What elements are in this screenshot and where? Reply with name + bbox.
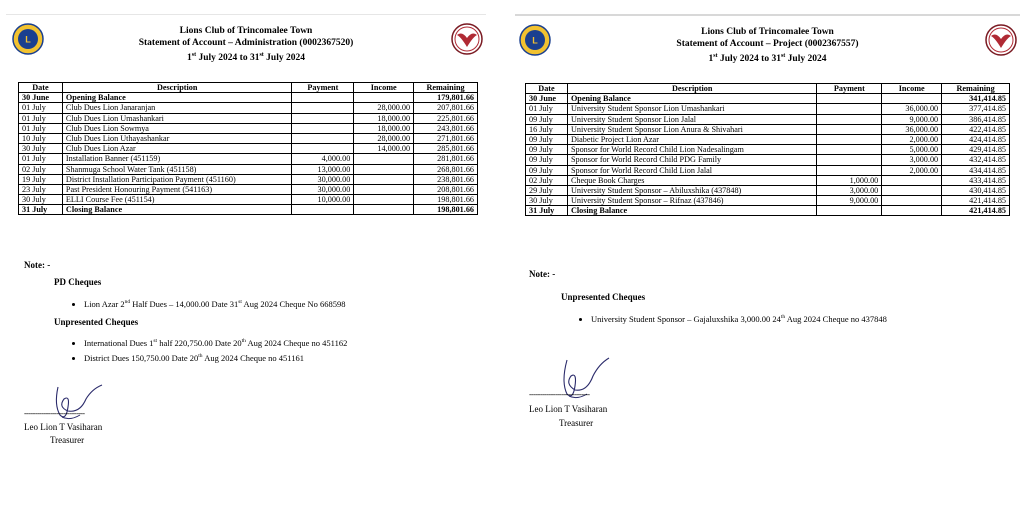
cell-payment: 4,000.00: [292, 154, 354, 164]
table-row: [19, 154, 478, 164]
table-row: [19, 195, 478, 205]
cell-description: Sponsor for World Record Child PDG Family: [567, 155, 817, 165]
col-remaining: Remaining: [942, 84, 1010, 94]
cell-remaining: 432,414.85: [942, 155, 1010, 165]
cell-description: Opening Balance: [567, 94, 817, 104]
cell-remaining: 341,414.85: [942, 94, 1010, 104]
cell-date: 23 July: [19, 184, 63, 194]
statement-header: [515, 26, 1020, 65]
cell-date: 02 July: [19, 164, 63, 174]
cell-description: University Student Sponsor Lion Umashankari: [567, 104, 817, 114]
table-row: [19, 164, 478, 174]
cell-income: [354, 184, 414, 194]
cell-remaining: 208,801.66: [414, 184, 478, 194]
cell-description: Past President Honouring Payment (541163): [62, 184, 292, 194]
cell-description: University Student Sponsor Lion Anura & Shivahari: [567, 124, 817, 134]
list-item: • University Student Sponsor – Gajaluxshika 3,000.00 24th Aug 2024 Cheque no 437848: [591, 311, 887, 326]
table-row: [526, 165, 1010, 175]
cell-payment: [292, 103, 354, 113]
cell-payment: 30,000.00: [292, 184, 354, 194]
unpresented-cheques-title: Unpresented Cheques: [561, 292, 646, 302]
cell-payment: [292, 123, 354, 133]
cell-income: [882, 196, 942, 206]
cell-date: 30 June: [19, 93, 63, 103]
cell-income: [354, 93, 414, 103]
cell-date: 09 July: [526, 165, 568, 175]
cell-payment: [817, 94, 882, 104]
cell-income: 2,000.00: [882, 134, 942, 144]
list-item: • District Dues 150,750.00 Date 20th Aug 2024 Cheque no 451161: [84, 350, 347, 365]
cell-income: 18,000.00: [354, 113, 414, 123]
cell-income: [354, 164, 414, 174]
statement-period: 1st July 2024 to 31st July 2024: [708, 53, 827, 65]
col-remaining: Remaining: [414, 83, 478, 93]
cell-payment: 3,000.00: [817, 185, 882, 195]
cell-income: 9,000.00: [882, 114, 942, 124]
cell-remaining: 429,414.85: [942, 145, 1010, 155]
cell-payment: 13,000.00: [292, 164, 354, 174]
statement-title: Statement of Account – Administration (0002367520): [138, 38, 354, 48]
cell-income: [354, 195, 414, 205]
table-row: [526, 114, 1010, 124]
cell-remaining: 238,801.66: [414, 174, 478, 184]
cell-description: Club Dues Lion Janaranjan: [62, 103, 292, 113]
cell-description: Closing Balance: [62, 205, 292, 215]
cell-date: 30 June: [526, 94, 568, 104]
cell-payment: [292, 113, 354, 123]
cell-date: 19 July: [19, 174, 63, 184]
treasurer-name: Leo Lion T Vasiharan: [24, 422, 103, 432]
cell-income: [882, 175, 942, 185]
cell-remaining: 198,801.66: [414, 195, 478, 205]
table-row: [526, 175, 1010, 185]
administration-statement: [6, 14, 486, 485]
cell-date: 01 July: [19, 103, 63, 113]
cell-remaining: 430,414.85: [942, 185, 1010, 195]
col-description: Description: [567, 84, 817, 94]
cell-date: 09 July: [526, 145, 568, 155]
table-row: [526, 145, 1010, 155]
cell-income: [882, 94, 942, 104]
cell-description: University Student Sponsor – Rifnaz (437846): [567, 196, 817, 206]
cell-income: 2,000.00: [882, 165, 942, 175]
list-item: • Lion Azar 2nd Half Dues – 14,000.00 Date 31st Aug 2024 Cheque No 668598: [84, 296, 346, 311]
table-row: [526, 155, 1010, 165]
cell-income: 36,000.00: [882, 124, 942, 134]
unpresented-cheques-title: Unpresented Cheques: [54, 317, 139, 327]
cell-date: 09 July: [526, 114, 568, 124]
cell-payment: [817, 104, 882, 114]
col-date: Date: [19, 83, 63, 93]
table-row: [526, 185, 1010, 195]
svg-text:L: L: [532, 35, 538, 46]
cell-date: 01 July: [19, 154, 63, 164]
cell-income: [354, 205, 414, 215]
cell-description: Sponsor for World Record Child Lion Nadesalingam: [567, 145, 817, 155]
statement-header: [6, 25, 486, 64]
treasurer-name: Leo Lion T Vasiharan: [529, 404, 608, 414]
cell-payment: [292, 144, 354, 154]
cell-remaining: 386,414.85: [942, 114, 1010, 124]
club-name: Lions Club of Trincomalee Town: [179, 26, 313, 36]
cell-remaining: 207,801.66: [414, 103, 478, 113]
signature-line: ----------------------------: [24, 409, 85, 418]
cell-description: Cheque Book Charges: [567, 175, 817, 185]
cell-description: Opening Balance: [62, 93, 292, 103]
cell-payment: [817, 155, 882, 165]
table-row: [19, 133, 478, 143]
table-row: [19, 113, 478, 123]
cell-remaining: 271,801.66: [414, 133, 478, 143]
cell-income: 3,000.00: [882, 155, 942, 165]
cell-date: 30 July: [19, 195, 63, 205]
cell-remaining: 377,414.85: [942, 104, 1010, 114]
table-row: [19, 123, 478, 133]
cell-date: 09 July: [526, 155, 568, 165]
table-row: [19, 103, 478, 113]
cell-remaining: 179,801.66: [414, 93, 478, 103]
table-row: [19, 174, 478, 184]
cell-description: Club Dues Lion Sowmya: [62, 123, 292, 133]
statement-title: Statement of Account – Project (0002367557): [676, 39, 859, 49]
cell-description: Shanmuga School Water Tank (451158): [62, 164, 292, 174]
col-payment: Payment: [817, 84, 882, 94]
cell-remaining: 268,801.66: [414, 164, 478, 174]
cell-payment: 10,000.00: [292, 195, 354, 205]
cell-date: 16 July: [526, 124, 568, 134]
cell-remaining: 421,414.85: [942, 206, 1010, 216]
table-row: [19, 184, 478, 194]
cell-remaining: 433,414.85: [942, 175, 1010, 185]
cell-payment: 1,000.00: [817, 175, 882, 185]
cell-remaining: 281,801.66: [414, 154, 478, 164]
cell-income: 28,000.00: [354, 133, 414, 143]
list-item: • International Dues 1st half 220,750.00 Date 20th Aug 2024 Cheque no 451162: [84, 335, 347, 350]
cell-payment: [817, 145, 882, 155]
treasurer-role: Treasurer: [50, 435, 85, 445]
cell-date: 30 July: [526, 196, 568, 206]
cell-income: 28,000.00: [354, 103, 414, 113]
table-row: [526, 104, 1010, 114]
cell-description: University Student Sponsor – Abiluxshika (437848): [567, 185, 817, 195]
cell-income: 5,000.00: [882, 145, 942, 155]
unpresented-cheques-list: [577, 311, 887, 326]
cell-date: 31 July: [19, 205, 63, 215]
cell-payment: [817, 134, 882, 144]
cell-payment: [292, 93, 354, 103]
col-payment: Payment: [292, 83, 354, 93]
svg-text:L: L: [25, 34, 31, 45]
unpresented-cheques-list: [70, 335, 347, 365]
cell-payment: 30,000.00: [292, 174, 354, 184]
statement-period: 1st July 2024 to 31st July 2024: [187, 52, 305, 64]
cell-remaining: 243,801.66: [414, 123, 478, 133]
project-statement: [515, 14, 1020, 486]
cell-date: 01 July: [19, 113, 63, 123]
cell-payment: [292, 205, 354, 215]
administration-table: [18, 82, 478, 215]
cell-description: Sponsor for World Record Child Lion Jalal: [567, 165, 817, 175]
cell-date: 29 July: [526, 185, 568, 195]
cell-date: 31 July: [526, 206, 568, 216]
table-row: [526, 206, 1010, 216]
table-row: [19, 144, 478, 154]
cell-remaining: 424,414.85: [942, 134, 1010, 144]
cell-payment: [817, 114, 882, 124]
table-row: [19, 93, 478, 103]
cell-description: University Student Sponsor Lion Jalal: [567, 114, 817, 124]
cell-payment: [817, 206, 882, 216]
cell-remaining: 434,414.85: [942, 165, 1010, 175]
cell-remaining: 198,801.66: [414, 205, 478, 215]
cell-income: [354, 154, 414, 164]
cell-date: 09 July: [526, 134, 568, 144]
table-header-row: [19, 83, 478, 93]
col-date: Date: [526, 84, 568, 94]
cell-date: 02 July: [526, 175, 568, 185]
club-name: Lions Club of Trincomalee Town: [701, 27, 834, 37]
cell-date: 01 July: [19, 123, 63, 133]
pd-cheques-list: [70, 296, 346, 311]
table-row: [526, 196, 1010, 206]
cell-description: ELLI Course Fee (451154): [62, 195, 292, 205]
cell-description: Diabetic Project Lion Azar: [567, 134, 817, 144]
cell-payment: [817, 124, 882, 134]
treasurer-role: Treasurer: [559, 418, 594, 428]
cell-remaining: 285,801.66: [414, 144, 478, 154]
table-row: [526, 134, 1010, 144]
cell-income: [882, 185, 942, 195]
cell-income: [354, 174, 414, 184]
cell-description: Club Dues Lion Umashankari: [62, 113, 292, 123]
col-income: Income: [354, 83, 414, 93]
cell-income: 36,000.00: [882, 104, 942, 114]
pd-cheques-title: PD Cheques: [54, 277, 102, 287]
table-row: [526, 124, 1010, 134]
cell-remaining: 421,414.85: [942, 196, 1010, 206]
cell-description: District Installation Participation Payment (451160): [62, 174, 292, 184]
table-row: [526, 94, 1010, 104]
cell-income: 14,000.00: [354, 144, 414, 154]
cell-payment: [292, 133, 354, 143]
cell-income: [882, 206, 942, 216]
project-table: [525, 83, 1010, 216]
note-label: Note: -: [24, 260, 51, 270]
col-description: Description: [62, 83, 292, 93]
signature-line: ----------------------------: [529, 390, 590, 399]
cell-date: 10 July: [19, 133, 63, 143]
cell-description: Club Dues Lion Uthayashankar: [62, 133, 292, 143]
cell-payment: [817, 165, 882, 175]
table-header-row: [526, 84, 1010, 94]
table-row: [19, 205, 478, 215]
cell-income: 18,000.00: [354, 123, 414, 133]
cell-remaining: 422,414.85: [942, 124, 1010, 134]
cell-payment: 9,000.00: [817, 196, 882, 206]
cell-remaining: 225,801.66: [414, 113, 478, 123]
cell-description: Installation Banner (451159): [62, 154, 292, 164]
cell-date: 01 July: [526, 104, 568, 114]
cell-date: 30 July: [19, 144, 63, 154]
cell-description: Club Dues Lion Azar: [62, 144, 292, 154]
note-label: Note: -: [529, 269, 556, 279]
cell-description: Closing Balance: [567, 206, 817, 216]
col-income: Income: [882, 84, 942, 94]
